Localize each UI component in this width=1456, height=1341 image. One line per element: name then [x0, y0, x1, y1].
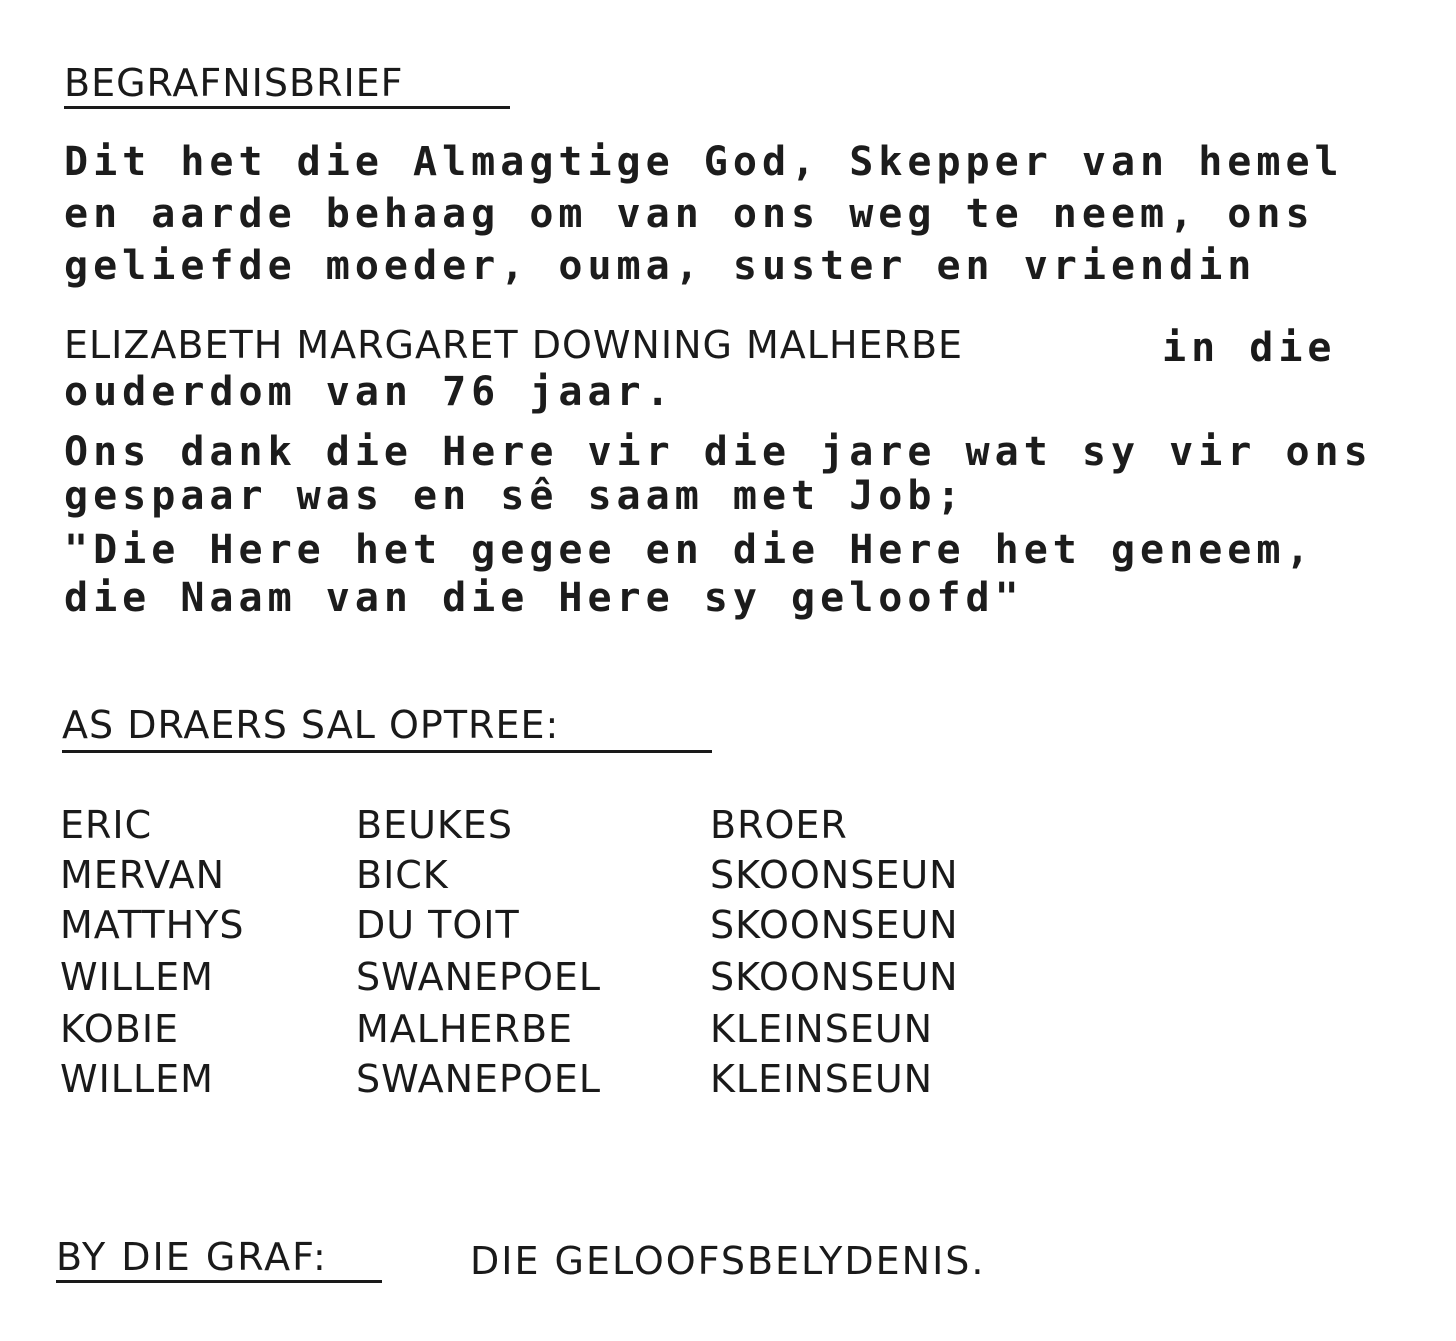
bearers-heading-underline [62, 750, 712, 753]
graveside-value: DIE GELOOFSBELYDENIS. [470, 1239, 986, 1283]
bearer-relation: SKOONSEUN [710, 955, 959, 999]
bearer-first-name: WILLEM [60, 1057, 214, 1101]
graveside-label-underline [56, 1280, 382, 1283]
announcement-line-3: geliefde moeder, ouma, suster en vriendin [64, 243, 1257, 289]
deceased-name-line [64, 323, 1337, 371]
quote-line-1: "Die Here het gegee en die Here het geneem, [64, 527, 1315, 573]
document-title: BEGRAFNISBRIEF [64, 61, 404, 105]
bearer-first-name: KOBIE [60, 1007, 180, 1051]
graveside-label: BY DIE GRAF: [56, 1235, 328, 1279]
bearer-surname: MALHERBE [356, 1007, 574, 1051]
deceased-name-tail: in die [1162, 325, 1337, 371]
bearer-first-name: MATTHYS [60, 903, 245, 947]
bearer-surname: BICK [356, 853, 449, 897]
bearer-first-name: WILLEM [60, 955, 214, 999]
bearer-surname: SWANEPOEL [356, 955, 602, 999]
age-line: ouderdom van 76 jaar. [64, 369, 675, 415]
bearer-first-name: ERIC [60, 803, 153, 847]
bearer-surname: DU TOIT [356, 903, 520, 947]
graveside-line [56, 1235, 986, 1283]
bearer-relation: SKOONSEUN [710, 903, 959, 947]
title-underline [64, 106, 510, 109]
quote-line-2: die Naam van die Here sy geloofd" [64, 575, 1024, 621]
bearer-first-name: MERVAN [60, 853, 226, 897]
bearer-relation: BROER [710, 803, 848, 847]
thanks-line-1: Ons dank die Here vir die jare wat sy vir ons [64, 429, 1373, 475]
bearers-heading: AS DRAERS SAL OPTREE: [62, 703, 560, 747]
bearer-surname: SWANEPOEL [356, 1057, 602, 1101]
bearer-relation: SKOONSEUN [710, 853, 959, 897]
bearer-surname: BEUKES [356, 803, 513, 847]
thanks-line-2: gespaar was en sê saam met Job; [64, 473, 966, 519]
announcement-line-2: en aarde behaag om van ons weg te neem, ons [64, 191, 1315, 237]
bearer-relation: KLEINSEUN [710, 1057, 934, 1101]
announcement-line-1: Dit het die Almagtige God, Skepper van hemel [64, 139, 1344, 185]
bearer-relation: KLEINSEUN [710, 1007, 934, 1051]
deceased-name: ELIZABETH MARGARET DOWNING MALHERBE [64, 323, 964, 367]
